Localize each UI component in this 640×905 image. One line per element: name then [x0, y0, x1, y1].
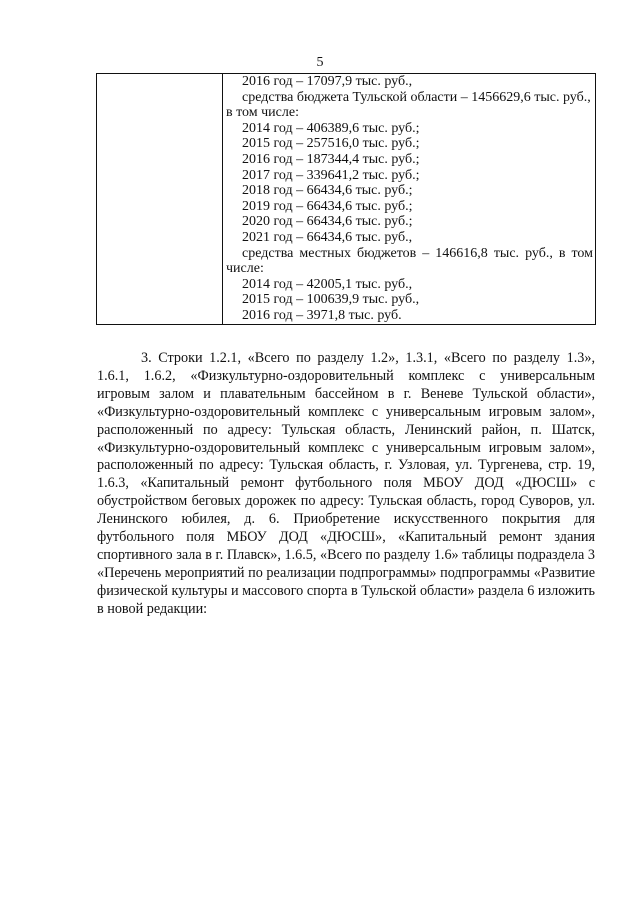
table-line: в том числе: [226, 105, 299, 121]
amendment-paragraph: 3. Строки 1.2.1, «Всего по разделу 1.2», 1.3.1, «Всего по разделу 1.3», 1.6.1, 1.6.2, «Физкультурно-оздоровительный комплекс с универсальным игровым залом и плавательным бассейном в г. Веневе Тульской области», «Физкультурно-оздоровительный комплекс с универсальным игровым залом», расположенный по адресу: Тульская область, Ленинский район, п. Шатск, «Физкультурно-оздоровительный комплекс с универсальным игровым залом», расположенный по адресу: Тульская область, г. Узловая, ул. Тургенева, стр. 19, 1.6.3, «Капитальный ремонт футбольного поля МБОУ ДОД «ДЮСШ» с обустройством беговых дорожек по адресу: Тульская область, город Суворов, ул. Ленинского юбилея, д. 6. Приобретение искусственного покрытия для футбольного поля МБОУ ДОД «ДЮСШ», «Капитальный ремонт здания спортивного зала в г. Плавск», 1.6.5, «Всего по разделу 1.6» таблицы подраздела 3 «Перечень мероприятий по реализации подпрограммы» подпрограммы «Развитие физической культуры и массового спорта в Тульской области» раздела 6 изложить в новой редакции: [97, 350, 595, 617]
table-row [97, 74, 596, 325]
table-line: 2016 год – 17097,9 тыс. руб., [242, 74, 413, 89]
table-line: 2020 год – 66434,6 тыс. руб.; [242, 214, 413, 230]
table-line: 2014 год – 406389,6 тыс. руб.; [242, 120, 420, 136]
table-line: числе: [226, 261, 264, 277]
table-line: 2016 год – 187344,4 тыс. руб.; [242, 151, 420, 167]
table-line: 2021 год – 66434,6 тыс. руб., [242, 229, 413, 245]
table-line: 2019 год – 66434,6 тыс. руб.; [242, 198, 413, 214]
table-line: 2016 год – 3971,8 тыс. руб. [242, 307, 402, 323]
funding-lines [226, 74, 593, 324]
table-line: средства бюджета Тульской области – 1456629,6 тыс. руб., [242, 89, 591, 105]
table-line: 2018 год – 66434,6 тыс. руб.; [242, 183, 413, 199]
table-line: средства местных бюджетов – 146616,8 тыс. руб., в том [242, 245, 593, 261]
table-line: 2015 год – 257516,0 тыс. руб.; [242, 136, 420, 152]
table-left-cell [97, 74, 223, 325]
table-line: 2014 год – 42005,1 тыс. руб., [242, 276, 413, 292]
table-line: 2017 год – 339641,2 тыс. руб.; [242, 167, 420, 183]
table-right-cell [223, 74, 596, 325]
table-line: 2015 год – 100639,9 тыс. руб., [242, 292, 420, 308]
funding-table [96, 73, 596, 325]
page-number: 5 [316, 55, 324, 70]
